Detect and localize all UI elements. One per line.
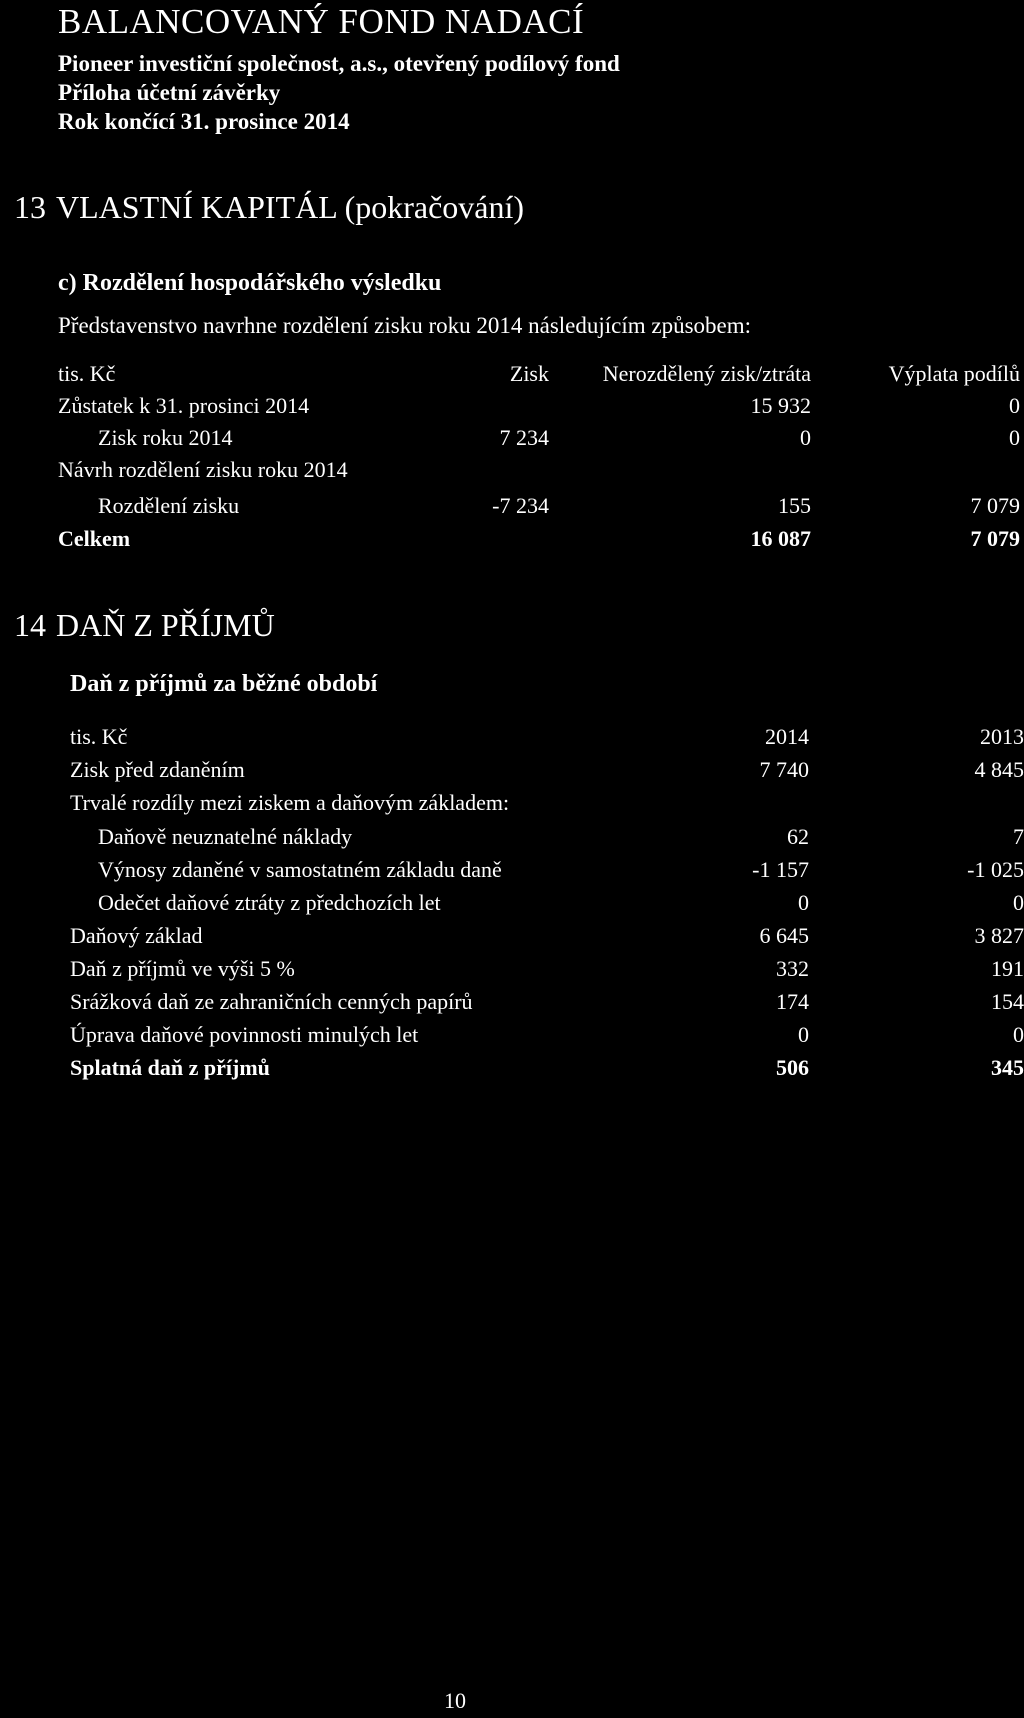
row-label: Výnosy zdaněné v samostatném základu daně bbox=[98, 857, 502, 882]
cell-nerozdeleny: 16 087 bbox=[750, 526, 811, 551]
row-label: Zůstatek k 31. prosinci 2014 bbox=[58, 393, 310, 418]
cell-2014: 62 bbox=[787, 824, 809, 849]
section-14-title: DAŇ Z PŘÍJMŮ bbox=[56, 607, 275, 643]
page-number: 10 bbox=[444, 1688, 466, 1713]
cell-2014: 332 bbox=[776, 956, 809, 981]
cell-2014: -1 157 bbox=[752, 857, 809, 882]
column-header-vyplata: Výplata podílů bbox=[888, 361, 1020, 386]
cell-zisk: -7 234 bbox=[492, 493, 549, 518]
row-label: Trvalé rozdíly mezi ziskem a daňovým základem: bbox=[70, 790, 510, 815]
cell-2013: -1 025 bbox=[967, 857, 1024, 882]
cell-vyplata: 7 079 bbox=[970, 526, 1020, 551]
cell-vyplata: 0 bbox=[1009, 393, 1020, 418]
cell-2013: 4 845 bbox=[974, 757, 1024, 782]
row-label: Návrh rozdělení zisku roku 2014 bbox=[58, 457, 348, 482]
section-13-title: VLASTNÍ KAPITÁL (pokračování) bbox=[56, 189, 525, 225]
column-header-2014: 2014 bbox=[765, 724, 809, 749]
document-title: BALANCOVANÝ FOND NADACÍ bbox=[58, 2, 585, 41]
cell-2013: 0 bbox=[1013, 1022, 1024, 1047]
period-line: Rok končící 31. prosince 2014 bbox=[58, 109, 350, 134]
cell-2013: 7 bbox=[1013, 824, 1024, 849]
document-type-line: Příloha účetní závěrky bbox=[58, 80, 281, 105]
section-13-subtitle: c) Rozdělení hospodářského výsledku bbox=[58, 270, 442, 296]
row-label: Daňový základ bbox=[70, 923, 203, 948]
row-label: Zisk před zdaněním bbox=[70, 757, 245, 782]
row-label: Celkem bbox=[58, 526, 131, 551]
cell-2014: 174 bbox=[776, 989, 809, 1014]
cell-2014: 0 bbox=[798, 1022, 809, 1047]
cell-2013: 0 bbox=[1013, 890, 1024, 915]
section-13-intro: Představenstvo navrhne rozdělení zisku roku 2014 následujícím způsobem: bbox=[58, 313, 752, 338]
column-header-2013: 2013 bbox=[980, 724, 1024, 749]
row-label: Srážková daň ze zahraničních cenných papírů bbox=[70, 989, 473, 1014]
column-header-zisk: Zisk bbox=[509, 361, 549, 386]
cell-2014: 506 bbox=[776, 1055, 809, 1080]
column-header-nerozdeleny: Nerozdělený zisk/ztráta bbox=[602, 361, 811, 386]
cell-nerozdeleny: 0 bbox=[800, 425, 811, 450]
cell-vyplata: 7 079 bbox=[970, 493, 1020, 518]
row-label: Daň z příjmů ve výši 5 % bbox=[70, 956, 295, 981]
cell-2014: 6 645 bbox=[759, 923, 809, 948]
row-label: Rozdělení zisku bbox=[98, 493, 240, 518]
cell-2013: 154 bbox=[991, 989, 1024, 1014]
company-line: Pioneer investiční společnost, a.s., otevřený podílový fond bbox=[58, 51, 620, 76]
cell-2014: 7 740 bbox=[759, 757, 809, 782]
section-14-number: 14 bbox=[14, 607, 46, 643]
unit-label: tis. Kč bbox=[58, 361, 116, 386]
cell-vyplata: 0 bbox=[1009, 425, 1020, 450]
row-label: Odečet daňové ztráty z předchozích let bbox=[98, 890, 441, 915]
row-label: Splatná daň z příjmů bbox=[70, 1055, 270, 1080]
section-13-heading bbox=[14, 188, 524, 226]
row-label: Zisk roku 2014 bbox=[98, 425, 233, 450]
cell-zisk: 7 234 bbox=[499, 425, 549, 450]
cell-nerozdeleny: 155 bbox=[778, 493, 811, 518]
section-14-heading bbox=[14, 606, 275, 644]
cell-2013: 191 bbox=[991, 956, 1024, 981]
section-13-number: 13 bbox=[14, 189, 46, 225]
cell-nerozdeleny: 15 932 bbox=[750, 393, 811, 418]
unit-label: tis. Kč bbox=[70, 724, 128, 749]
row-label: Úprava daňové povinnosti minulých let bbox=[70, 1022, 419, 1047]
cell-2014: 0 bbox=[798, 890, 809, 915]
cell-2013: 345 bbox=[991, 1055, 1024, 1080]
section-14-subtitle: Daň z příjmů za běžné období bbox=[70, 671, 378, 697]
cell-2013: 3 827 bbox=[974, 923, 1024, 948]
row-label: Daňově neuznatelné náklady bbox=[98, 824, 353, 849]
